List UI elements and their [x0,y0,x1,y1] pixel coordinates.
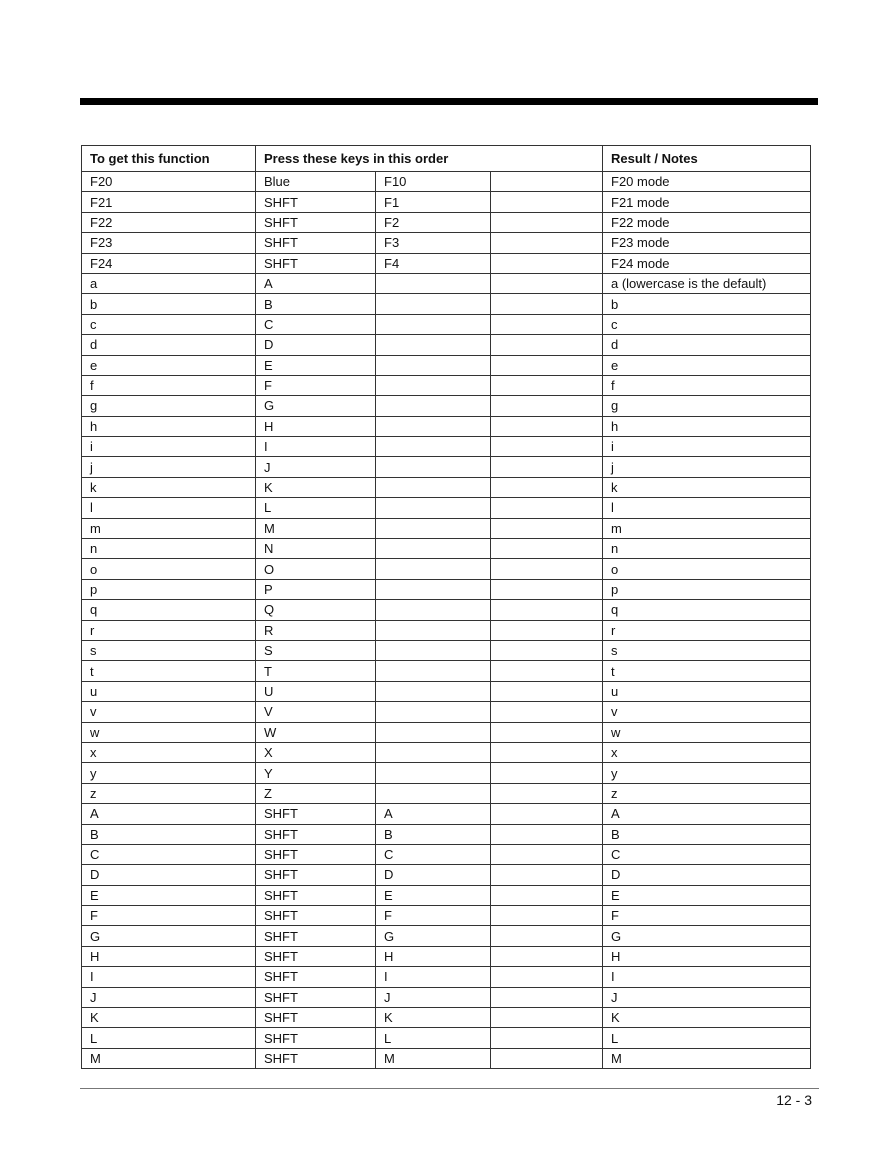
function-cell: A [82,804,256,824]
key2-cell: E [376,885,491,905]
key3-cell [491,661,603,681]
key3-cell [491,763,603,783]
result-cell: y [603,763,811,783]
key2-cell [376,722,491,742]
key1-cell: X [256,742,376,762]
key3-cell [491,783,603,803]
table-row [82,702,811,722]
key2-cell [376,600,491,620]
function-cell: F [82,906,256,926]
table-body [82,172,811,1069]
function-cell: s [82,640,256,660]
key2-cell [376,620,491,640]
key3-cell [491,314,603,334]
result-cell: p [603,579,811,599]
table-row [82,681,811,701]
function-cell: n [82,539,256,559]
key2-cell: F1 [376,192,491,212]
function-cell: j [82,457,256,477]
result-cell: x [603,742,811,762]
key2-cell: F2 [376,212,491,232]
function-cell: c [82,314,256,334]
table-row [82,1028,811,1048]
result-cell: q [603,600,811,620]
key1-cell: B [256,294,376,314]
key2-cell [376,539,491,559]
function-cell: k [82,477,256,497]
key1-cell: F [256,375,376,395]
key2-cell: B [376,824,491,844]
table-row [82,416,811,436]
table-row [82,1048,811,1068]
function-cell: i [82,437,256,457]
header-result: Result / Notes [603,146,811,172]
function-cell: d [82,335,256,355]
key3-cell [491,885,603,905]
table-row [82,661,811,681]
key2-cell [376,314,491,334]
table-row [82,926,811,946]
key3-cell [491,824,603,844]
key1-cell: Z [256,783,376,803]
key3-cell [491,396,603,416]
function-cell: u [82,681,256,701]
key1-cell: L [256,498,376,518]
key1-cell: SHFT [256,233,376,253]
table-row [82,824,811,844]
result-cell: z [603,783,811,803]
table-row [82,437,811,457]
key2-cell [376,375,491,395]
key3-cell [491,640,603,660]
key1-cell: N [256,539,376,559]
key2-cell: M [376,1048,491,1068]
table-row [82,375,811,395]
result-cell: h [603,416,811,436]
function-cell: o [82,559,256,579]
key2-cell: C [376,844,491,864]
result-cell: u [603,681,811,701]
key3-cell [491,518,603,538]
result-cell: l [603,498,811,518]
result-cell: b [603,294,811,314]
key2-cell [376,498,491,518]
key3-cell [491,1008,603,1028]
key1-cell: P [256,579,376,599]
key1-cell: Q [256,600,376,620]
key3-cell [491,212,603,232]
key3-cell [491,702,603,722]
result-cell: F22 mode [603,212,811,232]
key2-cell: A [376,804,491,824]
key2-cell [376,742,491,762]
function-cell: F22 [82,212,256,232]
key3-cell [491,865,603,885]
result-cell: H [603,946,811,966]
key1-cell: SHFT [256,192,376,212]
table-row [82,640,811,660]
table-row [82,355,811,375]
table-row [82,314,811,334]
result-cell: n [603,539,811,559]
table-row [82,804,811,824]
key1-cell: V [256,702,376,722]
key2-cell [376,355,491,375]
table-row [82,620,811,640]
function-cell: h [82,416,256,436]
key1-cell: SHFT [256,1048,376,1068]
result-cell: G [603,926,811,946]
result-cell: M [603,1048,811,1068]
key1-cell: D [256,335,376,355]
function-cell: p [82,579,256,599]
key1-cell: J [256,457,376,477]
function-cell: t [82,661,256,681]
function-cell: K [82,1008,256,1028]
key1-cell: O [256,559,376,579]
key1-cell: S [256,640,376,660]
header-function: To get this function [82,146,256,172]
table-row [82,987,811,1007]
table-row [82,253,811,273]
function-cell: D [82,865,256,885]
table-row [82,783,811,803]
table-row [82,763,811,783]
result-cell: e [603,355,811,375]
key3-cell [491,477,603,497]
function-cell: v [82,702,256,722]
result-cell: D [603,865,811,885]
function-cell: B [82,824,256,844]
table-row [82,906,811,926]
result-cell: i [603,437,811,457]
table-row [82,967,811,987]
function-cell: J [82,987,256,1007]
key3-cell [491,1048,603,1068]
header-keys: Press these keys in this order [256,146,603,172]
key1-cell: T [256,661,376,681]
result-cell: F23 mode [603,233,811,253]
key1-cell: C [256,314,376,334]
table-row [82,865,811,885]
result-cell: c [603,314,811,334]
function-cell: a [82,273,256,293]
key3-cell [491,457,603,477]
result-cell: o [603,559,811,579]
key3-cell [491,192,603,212]
table-row [82,600,811,620]
function-cell: L [82,1028,256,1048]
table-row [82,457,811,477]
key2-cell [376,559,491,579]
key3-cell [491,437,603,457]
result-cell: F24 mode [603,253,811,273]
key3-cell [491,946,603,966]
result-cell: w [603,722,811,742]
table-row [82,742,811,762]
function-cell: l [82,498,256,518]
key3-cell [491,967,603,987]
function-cell: I [82,967,256,987]
table-row [82,212,811,232]
key2-cell: J [376,987,491,1007]
key3-cell [491,600,603,620]
key2-cell [376,681,491,701]
key3-cell [491,579,603,599]
key1-cell: SHFT [256,1008,376,1028]
function-cell: r [82,620,256,640]
key1-cell: SHFT [256,824,376,844]
key3-cell [491,681,603,701]
key3-cell [491,172,603,192]
key2-cell: F [376,906,491,926]
key1-cell: SHFT [256,253,376,273]
function-cell: w [82,722,256,742]
key1-cell: W [256,722,376,742]
key2-cell [376,294,491,314]
key3-cell [491,906,603,926]
table-row [82,844,811,864]
result-cell: I [603,967,811,987]
function-cell: b [82,294,256,314]
key1-cell: G [256,396,376,416]
key3-cell [491,273,603,293]
result-cell: k [603,477,811,497]
key2-cell [376,579,491,599]
key2-cell: H [376,946,491,966]
table-row [82,396,811,416]
key1-cell: SHFT [256,212,376,232]
table-row [82,233,811,253]
result-cell: t [603,661,811,681]
key-sequence-table [81,145,811,1069]
function-cell: z [82,783,256,803]
key2-cell [376,640,491,660]
key1-cell: SHFT [256,885,376,905]
key2-cell [376,702,491,722]
key1-cell: SHFT [256,844,376,864]
key2-cell [376,763,491,783]
header-rule [80,98,818,105]
result-cell: A [603,804,811,824]
function-cell: F23 [82,233,256,253]
result-cell: C [603,844,811,864]
key2-cell: L [376,1028,491,1048]
key1-cell: SHFT [256,967,376,987]
result-cell: L [603,1028,811,1048]
table-row [82,192,811,212]
result-cell: B [603,824,811,844]
key3-cell [491,416,603,436]
key3-cell [491,1028,603,1048]
key3-cell [491,804,603,824]
key1-cell: R [256,620,376,640]
key1-cell: SHFT [256,906,376,926]
key2-cell [376,457,491,477]
key1-cell: Y [256,763,376,783]
key3-cell [491,294,603,314]
key2-cell [376,783,491,803]
table-row [82,335,811,355]
result-cell: v [603,702,811,722]
table-row [82,539,811,559]
key3-cell [491,355,603,375]
key1-cell: E [256,355,376,375]
key1-cell: I [256,437,376,457]
key2-cell: F10 [376,172,491,192]
key2-cell: D [376,865,491,885]
key2-cell: G [376,926,491,946]
key1-cell: U [256,681,376,701]
key1-cell: M [256,518,376,538]
result-cell: s [603,640,811,660]
result-cell: j [603,457,811,477]
key2-cell [376,477,491,497]
function-cell: f [82,375,256,395]
key2-cell: K [376,1008,491,1028]
function-cell: H [82,946,256,966]
key2-cell: F3 [376,233,491,253]
key2-cell [376,661,491,681]
result-cell: E [603,885,811,905]
table-row [82,722,811,742]
key1-cell: SHFT [256,804,376,824]
result-cell: F [603,906,811,926]
key3-cell [491,253,603,273]
table-row [82,946,811,966]
key3-cell [491,539,603,559]
function-cell: g [82,396,256,416]
result-cell: g [603,396,811,416]
function-cell: F20 [82,172,256,192]
key2-cell: I [376,967,491,987]
key1-cell: H [256,416,376,436]
table-row [82,273,811,293]
table-row [82,518,811,538]
table-row [82,477,811,497]
table-header-row [82,146,811,172]
key3-cell [491,722,603,742]
result-cell: m [603,518,811,538]
function-cell: x [82,742,256,762]
key3-cell [491,335,603,355]
table-row [82,172,811,192]
table-row [82,885,811,905]
footer-rule [80,1088,819,1089]
result-cell: J [603,987,811,1007]
result-cell: f [603,375,811,395]
table-row [82,559,811,579]
result-cell: F20 mode [603,172,811,192]
key1-cell: SHFT [256,946,376,966]
table-row [82,1008,811,1028]
function-cell: C [82,844,256,864]
function-cell: e [82,355,256,375]
result-cell: K [603,1008,811,1028]
key3-cell [491,620,603,640]
key2-cell [376,437,491,457]
table-row [82,294,811,314]
function-cell: q [82,600,256,620]
table-row [82,579,811,599]
key1-cell: SHFT [256,987,376,1007]
key3-cell [491,375,603,395]
key1-cell: A [256,273,376,293]
function-cell: G [82,926,256,946]
key3-cell [491,498,603,518]
key1-cell: K [256,477,376,497]
key2-cell [376,273,491,293]
function-cell: M [82,1048,256,1068]
result-cell: d [603,335,811,355]
key2-cell [376,335,491,355]
function-cell: F24 [82,253,256,273]
key1-cell: Blue [256,172,376,192]
key3-cell [491,233,603,253]
function-cell: F21 [82,192,256,212]
key2-cell: F4 [376,253,491,273]
function-cell: y [82,763,256,783]
key3-cell [491,987,603,1007]
key1-cell: SHFT [256,1028,376,1048]
key2-cell [376,396,491,416]
function-cell: m [82,518,256,538]
key2-cell [376,416,491,436]
result-cell: F21 mode [603,192,811,212]
key3-cell [491,844,603,864]
page-number: 12 - 3 [776,1092,812,1108]
key3-cell [491,742,603,762]
key3-cell [491,926,603,946]
function-cell: E [82,885,256,905]
key1-cell: SHFT [256,926,376,946]
result-cell: a (lowercase is the default) [603,273,811,293]
result-cell: r [603,620,811,640]
table-row [82,498,811,518]
key1-cell: SHFT [256,865,376,885]
key2-cell [376,518,491,538]
key3-cell [491,559,603,579]
